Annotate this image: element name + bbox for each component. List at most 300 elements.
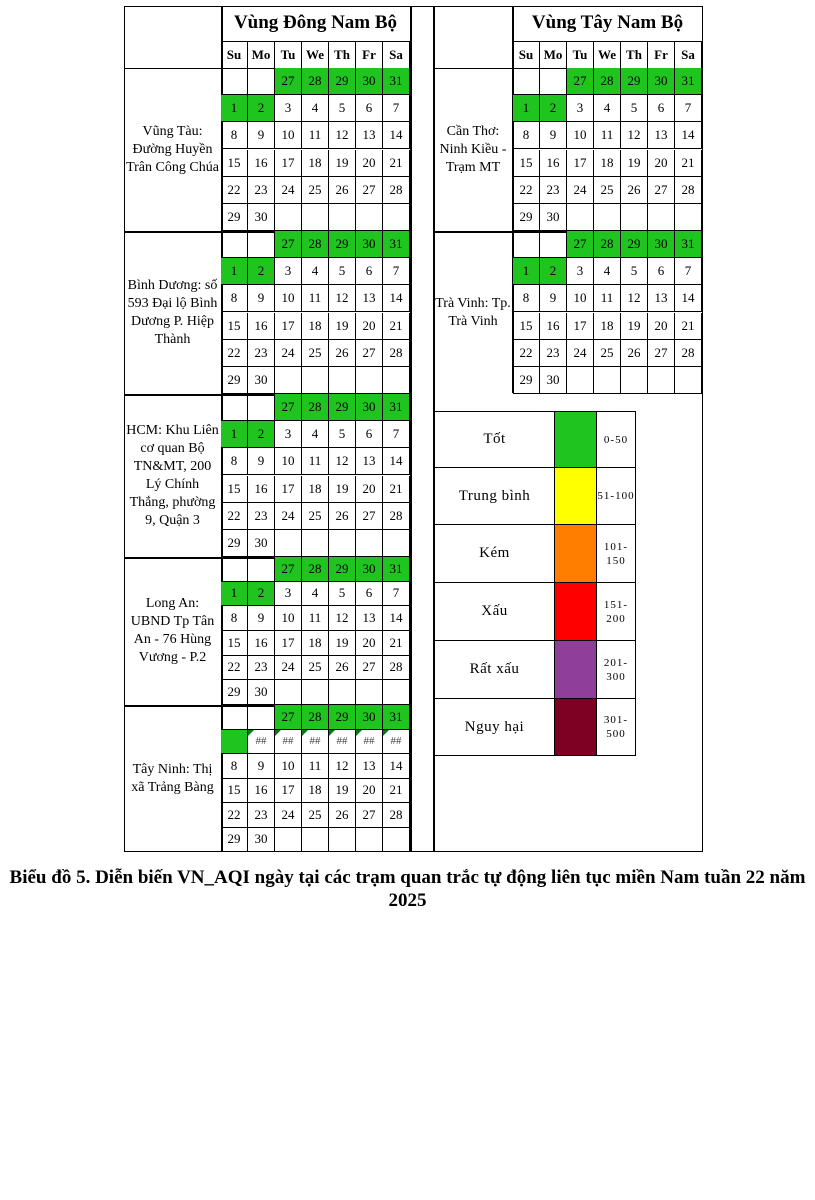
day-value: 6 bbox=[365, 426, 373, 442]
day-value: 19 bbox=[627, 317, 641, 333]
calendar-day-cell bbox=[302, 631, 329, 656]
calendar-day-cell bbox=[302, 313, 329, 340]
region-divider-left bbox=[410, 6, 412, 852]
calendar-day-cell bbox=[248, 730, 275, 755]
calendar-day-cell bbox=[302, 340, 329, 367]
day-value: 20 bbox=[362, 782, 376, 798]
day-value: 21 bbox=[389, 480, 403, 496]
weekday-su-west: Su bbox=[513, 41, 540, 68]
day-value: 3 bbox=[576, 263, 584, 279]
day-value: 17 bbox=[281, 782, 295, 798]
day-value: 26 bbox=[335, 507, 349, 523]
legend-label: Tốt bbox=[483, 431, 506, 447]
calendar-day-cell bbox=[513, 150, 540, 177]
day-value: 24 bbox=[281, 507, 295, 523]
calendar-day-cell bbox=[383, 476, 410, 503]
calendar-day-cell bbox=[329, 656, 356, 681]
day-value: 12 bbox=[335, 453, 349, 469]
day-value: 3 bbox=[576, 100, 584, 116]
calendar-day-cell bbox=[356, 340, 383, 367]
calendar-day-cell bbox=[302, 803, 329, 828]
calendar-day-cell bbox=[221, 656, 248, 681]
calendar-day-cell bbox=[275, 177, 302, 204]
day-value: 14 bbox=[389, 610, 403, 626]
calendar-day-cell bbox=[302, 150, 329, 177]
weekday-tu-east: Tu bbox=[275, 41, 302, 68]
day-value: 25 bbox=[600, 181, 614, 197]
day-value: 13 bbox=[362, 610, 376, 626]
region-title-east: Vùng Đông Nam Bộ bbox=[233, 12, 398, 33]
day-value: 18 bbox=[308, 317, 322, 333]
calendar-day-cell bbox=[356, 503, 383, 530]
calendar-day-cell bbox=[248, 680, 275, 705]
calendar-day-cell bbox=[275, 258, 302, 285]
calendar-day-cell bbox=[675, 177, 702, 204]
day-value: 17 bbox=[281, 634, 295, 650]
day-value: 12 bbox=[335, 127, 349, 143]
day-value: 29 bbox=[335, 560, 349, 576]
calendar-day-cell bbox=[356, 680, 383, 705]
calendar-day-cell bbox=[302, 258, 329, 285]
day-value: 6 bbox=[365, 263, 373, 279]
calendar-day-cell bbox=[675, 340, 702, 367]
region-title-west: Vùng Tây Nam Bộ bbox=[531, 12, 684, 33]
day-value: 8 bbox=[230, 757, 238, 773]
day-value: 2 bbox=[549, 100, 557, 116]
calendar-day-cell bbox=[383, 557, 410, 582]
calendar-day-cell bbox=[513, 122, 540, 149]
calendar-day-cell bbox=[567, 204, 594, 231]
day-value: 29 bbox=[227, 534, 241, 550]
day-value: 30 bbox=[654, 73, 668, 89]
day-value: 2 bbox=[257, 426, 265, 442]
day-value: 5 bbox=[338, 100, 346, 116]
calendar-day-cell bbox=[540, 313, 567, 340]
day-value: 29 bbox=[335, 399, 349, 415]
calendar-day-cell bbox=[356, 754, 383, 779]
calendar-day-cell bbox=[675, 313, 702, 340]
calendar-day-cell bbox=[356, 177, 383, 204]
calendar-day-cell bbox=[329, 606, 356, 631]
weekday-su-east: Su bbox=[221, 41, 248, 68]
calendar-day-cell bbox=[540, 177, 567, 204]
calendar-day-cell bbox=[356, 95, 383, 122]
calendar-day-cell bbox=[329, 177, 356, 204]
calendar-day-cell bbox=[221, 68, 248, 95]
calendar-day-cell bbox=[594, 122, 621, 149]
day-value: 27 bbox=[362, 507, 376, 523]
calendar-day-cell bbox=[221, 730, 248, 755]
calendar-day-cell bbox=[621, 313, 648, 340]
calendar-day-cell bbox=[302, 394, 329, 421]
legend-range: 201-300 bbox=[603, 656, 629, 683]
error-indicator-icon bbox=[275, 730, 281, 736]
day-value: 24 bbox=[281, 806, 295, 822]
calendar-day-cell bbox=[621, 204, 648, 231]
day-value: 7 bbox=[684, 263, 692, 279]
day-value: 19 bbox=[335, 154, 349, 170]
day-value: 1 bbox=[230, 585, 238, 601]
day-value: 30 bbox=[254, 208, 268, 224]
calendar-day-cell bbox=[383, 680, 410, 705]
calendar-day-cell bbox=[248, 779, 275, 804]
day-value: 30 bbox=[254, 371, 268, 387]
calendar-day-cell bbox=[221, 122, 248, 149]
calendar-day-cell bbox=[594, 231, 621, 258]
day-value: 19 bbox=[335, 317, 349, 333]
calendar-day-cell bbox=[356, 557, 383, 582]
weekday-fr-west: Fr bbox=[648, 41, 675, 68]
calendar-day-cell bbox=[302, 530, 329, 557]
calendar-day-cell bbox=[621, 285, 648, 312]
calendar-day-cell bbox=[221, 803, 248, 828]
day-value: 23 bbox=[254, 507, 268, 523]
day-value: 15 bbox=[227, 782, 241, 798]
calendar-day-cell bbox=[329, 313, 356, 340]
day-value: 11 bbox=[308, 453, 322, 469]
day-value: 14 bbox=[389, 757, 403, 773]
calendar-day-cell bbox=[540, 367, 567, 394]
calendar-day-cell bbox=[356, 448, 383, 475]
calendar-day-cell bbox=[302, 367, 329, 394]
day-value: 22 bbox=[227, 507, 241, 523]
calendar-day-cell bbox=[383, 803, 410, 828]
calendar-day-cell bbox=[329, 803, 356, 828]
calendar-day-cell bbox=[221, 631, 248, 656]
day-value: 30 bbox=[362, 236, 376, 252]
calendar-day-cell bbox=[594, 95, 621, 122]
day-value: 12 bbox=[335, 757, 349, 773]
calendar-day-cell bbox=[248, 177, 275, 204]
day-value: 24 bbox=[281, 344, 295, 360]
day-value: 30 bbox=[254, 684, 268, 700]
day-value: 31 bbox=[389, 236, 403, 252]
calendar-day-cell bbox=[248, 803, 275, 828]
legend-swatch bbox=[554, 583, 597, 640]
calendar-day-cell bbox=[356, 367, 383, 394]
day-value: 9 bbox=[257, 127, 265, 143]
calendar-day-cell bbox=[275, 803, 302, 828]
calendar-day-cell bbox=[302, 285, 329, 312]
day-value: 29 bbox=[335, 708, 349, 724]
day-value: 30 bbox=[362, 560, 376, 576]
weekday-tu-west: Tu bbox=[567, 41, 594, 68]
legend-range: 101-150 bbox=[603, 540, 629, 567]
calendar-day-cell bbox=[329, 367, 356, 394]
day-value: 25 bbox=[308, 806, 322, 822]
day-value: 3 bbox=[284, 426, 292, 442]
day-value: 28 bbox=[308, 560, 322, 576]
day-value: 16 bbox=[254, 154, 268, 170]
calendar-day-cell bbox=[221, 503, 248, 530]
calendar-day-cell bbox=[648, 367, 675, 394]
calendar-day-cell bbox=[248, 150, 275, 177]
calendar-day-cell bbox=[329, 204, 356, 231]
day-value: 3 bbox=[284, 585, 292, 601]
legend-row bbox=[434, 641, 636, 699]
calendar-day-cell bbox=[302, 656, 329, 681]
calendar-day-cell bbox=[302, 95, 329, 122]
day-value: 29 bbox=[227, 371, 241, 387]
station-name: HCM: Khu Liên cơ quan Bộ TN&MT, 200 Lý Chính Thắng, phường 9, Quận 3 bbox=[126, 422, 219, 528]
day-value: 27 bbox=[362, 344, 376, 360]
day-value: 10 bbox=[573, 290, 587, 306]
legend-label: Kém bbox=[479, 545, 510, 561]
day-value: 5 bbox=[338, 426, 346, 442]
day-value: ## bbox=[363, 735, 375, 748]
calendar-day-cell bbox=[221, 285, 248, 312]
calendar-day-cell bbox=[221, 367, 248, 394]
day-value: 10 bbox=[281, 453, 295, 469]
day-value: 2 bbox=[549, 263, 557, 279]
error-indicator-icon bbox=[248, 730, 254, 736]
day-value: 11 bbox=[308, 757, 322, 773]
calendar-day-cell bbox=[648, 68, 675, 95]
error-indicator-icon bbox=[302, 730, 308, 736]
calendar-day-cell bbox=[383, 313, 410, 340]
weekday-sa-east: Sa bbox=[383, 41, 410, 68]
calendar-day-cell bbox=[248, 421, 275, 448]
calendar-day-cell bbox=[275, 476, 302, 503]
calendar-day-cell bbox=[621, 177, 648, 204]
legend-row bbox=[434, 525, 636, 583]
calendar-day-cell bbox=[329, 476, 356, 503]
calendar-day-cell bbox=[383, 421, 410, 448]
calendar-day-cell bbox=[329, 503, 356, 530]
calendar-day-cell bbox=[383, 779, 410, 804]
day-value: 5 bbox=[630, 263, 638, 279]
calendar-day-cell bbox=[567, 95, 594, 122]
day-value: 4 bbox=[603, 100, 611, 116]
calendar-day-cell bbox=[302, 476, 329, 503]
day-value: 30 bbox=[362, 708, 376, 724]
calendar-day-cell bbox=[594, 367, 621, 394]
calendar-day-cell bbox=[329, 705, 356, 730]
station-name: Trà Vinh: Tp. Trà Vinh bbox=[435, 295, 511, 329]
day-value: 28 bbox=[600, 236, 614, 252]
calendar-day-cell bbox=[567, 367, 594, 394]
day-value: 2 bbox=[257, 585, 265, 601]
calendar-day-cell bbox=[567, 258, 594, 285]
day-value: 30 bbox=[362, 399, 376, 415]
calendar-day-cell bbox=[275, 530, 302, 557]
calendar-day-cell bbox=[329, 150, 356, 177]
calendar-day-cell bbox=[648, 231, 675, 258]
calendar-day-cell bbox=[221, 606, 248, 631]
day-value: 28 bbox=[389, 181, 403, 197]
calendar-day-cell bbox=[275, 730, 302, 755]
calendar-day-cell bbox=[302, 582, 329, 607]
day-value: 18 bbox=[308, 154, 322, 170]
calendar-day-cell bbox=[221, 779, 248, 804]
calendar-day-cell bbox=[356, 394, 383, 421]
calendar-day-cell bbox=[329, 394, 356, 421]
calendar-day-cell bbox=[540, 285, 567, 312]
calendar-day-cell bbox=[383, 582, 410, 607]
legend-swatch bbox=[554, 525, 597, 582]
calendar-day-cell bbox=[275, 340, 302, 367]
day-value: 17 bbox=[573, 154, 587, 170]
day-value: 6 bbox=[365, 100, 373, 116]
calendar-day-cell bbox=[356, 122, 383, 149]
day-value: ## bbox=[282, 735, 294, 748]
station-name: Bình Dương: số 593 Đại lộ Bình Dương P. Hiệp Thành bbox=[127, 277, 218, 347]
calendar-day-cell bbox=[302, 177, 329, 204]
error-indicator-icon bbox=[329, 730, 335, 736]
calendar-day-cell bbox=[329, 779, 356, 804]
calendar-day-cell bbox=[248, 313, 275, 340]
calendar-day-cell bbox=[221, 340, 248, 367]
day-value: 19 bbox=[335, 480, 349, 496]
day-value: ## bbox=[255, 735, 267, 748]
calendar-day-cell bbox=[275, 285, 302, 312]
calendar-day-cell bbox=[329, 631, 356, 656]
day-value: 18 bbox=[308, 782, 322, 798]
day-value: 28 bbox=[389, 344, 403, 360]
day-value: 12 bbox=[335, 610, 349, 626]
day-value: 27 bbox=[281, 236, 295, 252]
day-value: 13 bbox=[654, 290, 668, 306]
day-value: 29 bbox=[227, 831, 241, 847]
calendar-day-cell bbox=[221, 95, 248, 122]
day-value: 7 bbox=[392, 263, 400, 279]
day-value: 12 bbox=[627, 127, 641, 143]
day-value: 27 bbox=[654, 344, 668, 360]
calendar-day-cell bbox=[275, 122, 302, 149]
calendar-day-cell bbox=[648, 122, 675, 149]
day-value: 5 bbox=[630, 100, 638, 116]
calendar-day-cell bbox=[513, 285, 540, 312]
calendar-day-cell bbox=[383, 730, 410, 755]
error-indicator-icon bbox=[356, 730, 362, 736]
day-value: 21 bbox=[389, 634, 403, 650]
day-value: 8 bbox=[522, 290, 530, 306]
day-value: 10 bbox=[281, 610, 295, 626]
day-value: 15 bbox=[227, 317, 241, 333]
day-value: 24 bbox=[281, 181, 295, 197]
day-value: 7 bbox=[684, 100, 692, 116]
calendar-day-cell bbox=[329, 530, 356, 557]
calendar-day-cell bbox=[329, 122, 356, 149]
day-value: 8 bbox=[230, 127, 238, 143]
day-value: 9 bbox=[257, 290, 265, 306]
day-value: 17 bbox=[281, 317, 295, 333]
calendar-day-cell bbox=[540, 231, 567, 258]
calendar-day-cell bbox=[248, 705, 275, 730]
calendar-day-cell bbox=[621, 122, 648, 149]
calendar-day-cell bbox=[383, 340, 410, 367]
day-value: 6 bbox=[657, 100, 665, 116]
day-value: ## bbox=[309, 735, 321, 748]
calendar-day-cell bbox=[329, 730, 356, 755]
calendar-day-cell bbox=[383, 204, 410, 231]
calendar-day-cell bbox=[648, 258, 675, 285]
day-value: 18 bbox=[308, 634, 322, 650]
calendar-day-cell bbox=[275, 394, 302, 421]
day-value: 17 bbox=[281, 154, 295, 170]
calendar-day-cell bbox=[221, 448, 248, 475]
day-value: 11 bbox=[308, 127, 322, 143]
calendar-day-cell bbox=[329, 828, 356, 853]
day-value: 27 bbox=[281, 73, 295, 89]
day-value: 30 bbox=[654, 236, 668, 252]
calendar-day-cell bbox=[248, 656, 275, 681]
calendar-day-cell bbox=[356, 285, 383, 312]
day-value: 23 bbox=[546, 344, 560, 360]
day-value: 11 bbox=[600, 127, 614, 143]
calendar-day-cell bbox=[302, 68, 329, 95]
calendar-day-cell bbox=[275, 828, 302, 853]
day-value: 13 bbox=[362, 453, 376, 469]
day-value: 28 bbox=[308, 399, 322, 415]
station-name: Cần Thơ: Ninh Kiều - Trạm MT bbox=[439, 123, 507, 175]
day-value: 30 bbox=[254, 831, 268, 847]
day-value: 28 bbox=[389, 507, 403, 523]
calendar-day-cell bbox=[356, 631, 383, 656]
legend-label: Xấu bbox=[481, 603, 508, 619]
calendar-day-cell bbox=[221, 258, 248, 285]
calendar-day-cell bbox=[356, 530, 383, 557]
day-value: 27 bbox=[573, 236, 587, 252]
calendar-day-cell bbox=[540, 258, 567, 285]
calendar-day-cell bbox=[275, 680, 302, 705]
day-value: 28 bbox=[600, 73, 614, 89]
day-value: 23 bbox=[254, 659, 268, 675]
calendar-day-cell bbox=[221, 680, 248, 705]
calendar-day-cell bbox=[675, 231, 702, 258]
day-value: 26 bbox=[627, 181, 641, 197]
calendar-day-cell bbox=[302, 606, 329, 631]
calendar-day-cell bbox=[356, 606, 383, 631]
station-name: Vũng Tàu: Đường Huyền Trân Công Chúa bbox=[126, 123, 219, 175]
day-value: 17 bbox=[573, 317, 587, 333]
calendar-day-cell bbox=[356, 313, 383, 340]
calendar-day-cell bbox=[356, 258, 383, 285]
day-value: 24 bbox=[573, 181, 587, 197]
calendar-day-cell bbox=[621, 68, 648, 95]
legend-swatch bbox=[554, 641, 597, 698]
calendar-day-cell bbox=[248, 340, 275, 367]
calendar-day-cell bbox=[675, 285, 702, 312]
calendar-day-cell bbox=[383, 631, 410, 656]
calendar-day-cell bbox=[513, 313, 540, 340]
calendar-day-cell bbox=[275, 503, 302, 530]
calendar-day-cell bbox=[648, 285, 675, 312]
weekday-th-west: Th bbox=[621, 41, 648, 68]
day-value: 22 bbox=[519, 344, 533, 360]
day-value: 16 bbox=[254, 480, 268, 496]
day-value: 12 bbox=[335, 290, 349, 306]
calendar-day-cell bbox=[221, 204, 248, 231]
calendar-day-cell bbox=[329, 231, 356, 258]
calendar-day-cell bbox=[302, 448, 329, 475]
calendar-day-cell bbox=[221, 313, 248, 340]
day-value: 14 bbox=[681, 290, 695, 306]
calendar-day-cell bbox=[329, 258, 356, 285]
day-value: 1 bbox=[230, 100, 238, 116]
calendar-day-cell bbox=[648, 204, 675, 231]
day-value: 28 bbox=[308, 708, 322, 724]
calendar-day-cell bbox=[221, 231, 248, 258]
day-value: 27 bbox=[362, 181, 376, 197]
day-value: 5 bbox=[338, 263, 346, 279]
day-value: 30 bbox=[254, 534, 268, 550]
day-value: 29 bbox=[335, 236, 349, 252]
calendar-day-cell bbox=[383, 150, 410, 177]
legend-label: Nguy hại bbox=[464, 718, 525, 735]
day-value: 28 bbox=[681, 344, 695, 360]
day-value: 7 bbox=[392, 426, 400, 442]
